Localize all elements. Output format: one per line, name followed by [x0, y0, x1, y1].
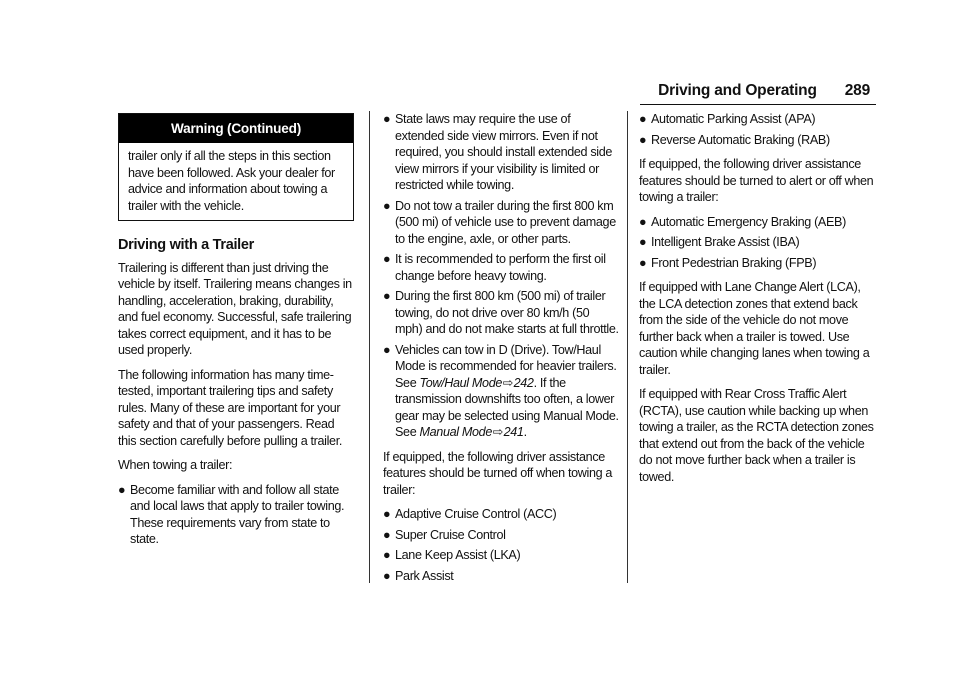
column-1: [118, 111, 354, 556]
page-number: 289: [844, 82, 870, 99]
list-item: [383, 342, 619, 441]
list-item: [383, 547, 619, 564]
list-item: [383, 251, 619, 284]
cross-reference-link[interactable]: Tow/Haul Mode: [419, 375, 503, 390]
list-item: [383, 568, 619, 585]
list-item: [639, 132, 875, 149]
bullet-icon: ●: [383, 507, 391, 521]
bullet-icon: ●: [639, 132, 647, 147]
bullet-list: [639, 214, 875, 272]
list-item: [383, 111, 619, 194]
list-item: [639, 255, 875, 272]
warning-text: trailer only if all the steps in this section have been followed. Ask your dealer for advice and information about towing a trailer with the vehicle.: [128, 149, 335, 213]
bullet-icon: ●: [383, 252, 391, 266]
bullet-icon: ●: [639, 255, 647, 270]
paragraph: When towing a trailer:: [118, 458, 233, 472]
bullet-icon: ●: [383, 568, 391, 583]
list-item-text: Do not tow a trailer during the first 800 km (500 mi) of vehicle use to prevent damage to the engine, axle, or other parts.: [395, 198, 616, 246]
warning-title: Warning (Continued): [119, 114, 353, 143]
paragraph: If equipped, the following driver assistance features should be turned off when towing a trailer:: [383, 449, 613, 497]
running-header: [640, 82, 870, 100]
list-item-text: Intelligent Brake Assist (IBA): [651, 235, 800, 249]
section-title: Driving and Operating: [658, 82, 817, 99]
bullet-icon: ●: [383, 548, 391, 562]
paragraph: Trailering is different than just driving the vehicle by itself. Trailering means changes in handling, acceleration, braking, durability, and fuel economy. Successful, safe trailering takes correct equipment, and it has to be used properly.: [118, 260, 352, 357]
bullet-list: [383, 111, 619, 441]
list-item: [639, 234, 875, 251]
column-2: [383, 111, 619, 592]
bullet-icon: ●: [639, 214, 647, 229]
paragraph: If equipped, the following driver assistance features should be turned to alert or off when towing a trailer:: [639, 157, 874, 204]
bullet-icon: ●: [639, 112, 647, 126]
bullet-list: [639, 111, 875, 148]
list-item-text: During the first 800 km (500 mi) of trailer towing, do not drive over 80 km/h (50 mph) and do not make starts at full throttle.: [395, 289, 619, 336]
list-item-text: Vehicles can tow in D (Drive). Tow/Haul Mode is recommended for heavier trailers. See Tow/Haul Mode ⇨ 242. If the transmission downshifts too often, a lower gear may be selected using Manual Mode. See Manual Mode ⇨ 241.: [395, 342, 619, 439]
bullet-icon: ●: [383, 527, 391, 542]
bullet-icon: ●: [383, 289, 391, 303]
page-reference[interactable]: 241: [503, 425, 524, 439]
bullet-icon: ●: [383, 112, 391, 126]
list-item-text: Automatic Emergency Braking (AEB): [651, 214, 846, 229]
bullet-icon: ●: [383, 342, 391, 357]
header-rule: [640, 104, 876, 105]
paragraph: If equipped with Lane Change Alert (LCA), the LCA detection zones that extend back from the side of the vehicle do not move further back when a trailer is towed. Use caution while changing lanes when towing a trailer.: [639, 280, 870, 377]
list-item: [639, 214, 875, 231]
bullet-icon: ●: [383, 198, 391, 213]
feature-list: [383, 506, 619, 584]
paragraph: If equipped with Rear Cross Traffic Alert (RCTA), use caution while backing up when towing a trailer, as the RCTA detection zones that extend out from the back of the vehicle do not move further back when a trailer is towed.: [639, 387, 874, 484]
list-item-text: Super Cruise Control: [395, 527, 506, 542]
column-3: [639, 111, 875, 493]
list-item-text: It is recommended to perform the first oil change before heavy towing.: [395, 252, 606, 283]
list-item: [639, 111, 875, 128]
list-item-text: Automatic Parking Assist (APA): [651, 112, 816, 126]
section-heading: Driving with a Trailer: [118, 237, 255, 253]
list-item-text: Adaptive Cruise Control (ACC): [395, 507, 557, 521]
list-item: [383, 506, 619, 523]
page-reference[interactable]: 242: [513, 375, 534, 390]
list-item: [383, 288, 619, 338]
list-item-text: Reverse Automatic Braking (RAB): [651, 132, 830, 147]
cross-reference-link[interactable]: Manual Mode: [419, 425, 492, 439]
bullet-icon: ●: [118, 482, 126, 497]
column-divider: [369, 111, 370, 583]
page-arrow-icon: ⇨: [502, 375, 513, 390]
list-item: [118, 482, 354, 548]
bullet-icon: ●: [639, 235, 647, 249]
column-divider: [627, 111, 628, 583]
list-item-text: State laws may require the use of extended side view mirrors. Even if not required, you should install extended side view mirrors if your visibility is limited or restricted while towing.: [395, 112, 613, 192]
paragraph: The following information has many time-tested, important trailering tips and safety rules. Many of these are important for your safety and that of your passengers. Read this section carefully before pulling a trailer.: [118, 367, 343, 448]
list-item-text: Park Assist: [395, 568, 454, 583]
list-item-text: Front Pedestrian Braking (FPB): [651, 255, 817, 270]
page-arrow-icon: ⇨: [492, 425, 503, 439]
warning-box: [118, 113, 354, 221]
bullet-list: [118, 482, 354, 548]
list-item: [383, 198, 619, 248]
list-item: [383, 527, 619, 544]
list-item-text: Become familiar with and follow all state and local laws that apply to trailer towing. These requirements vary from state to state.: [130, 482, 345, 546]
list-item-text: Lane Keep Assist (LKA): [395, 548, 521, 562]
